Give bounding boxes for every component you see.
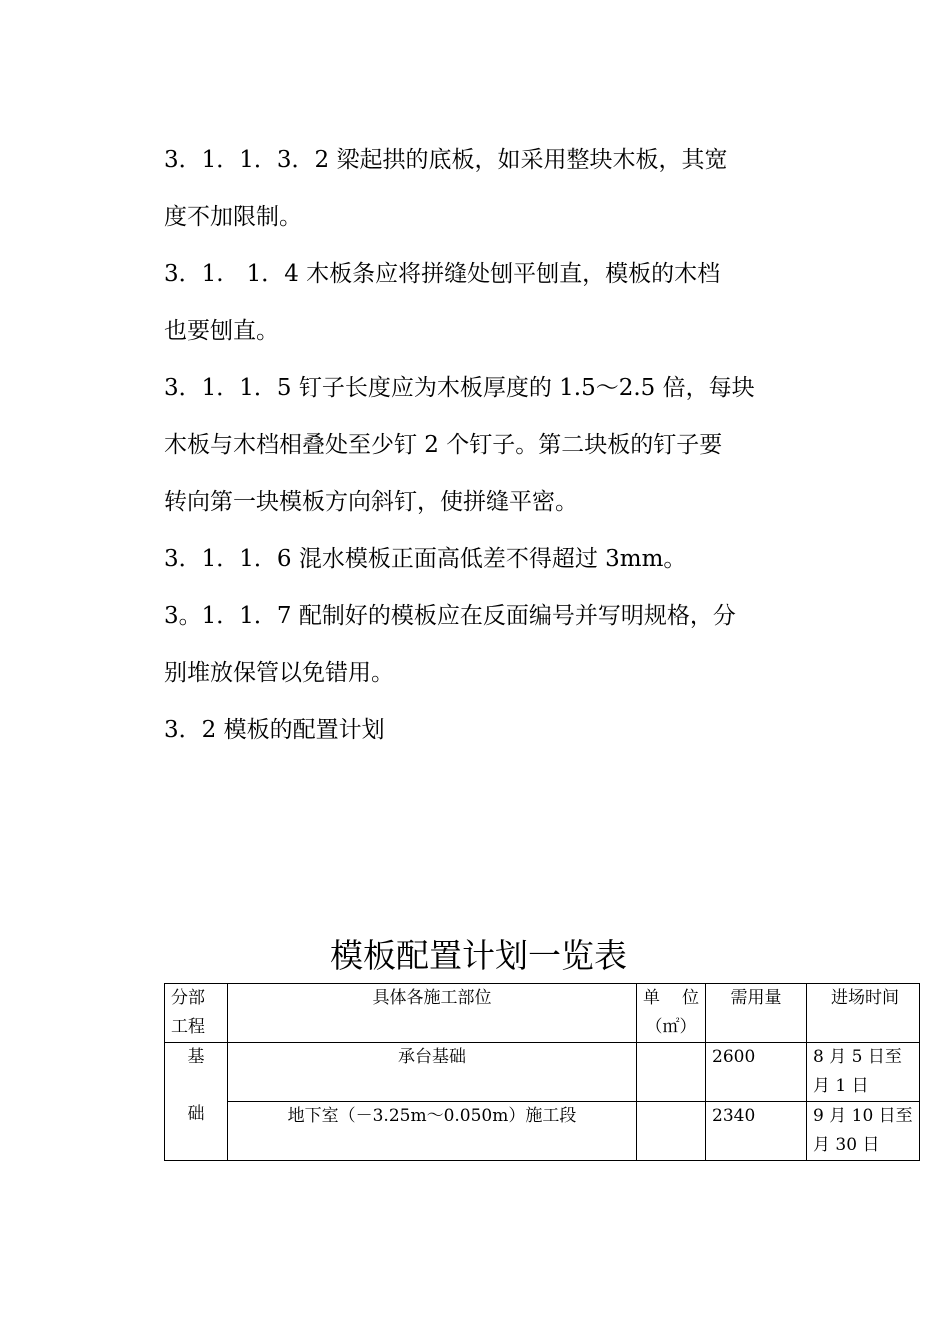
row-arrival: [807, 1102, 920, 1161]
row-arrival-line1: 8 月 5 日至: [813, 1047, 902, 1067]
row-arrival-line2: 月 30 日: [813, 1135, 880, 1155]
row-arrival-line1: 9 月 10 日至: [813, 1106, 913, 1126]
table-row: [165, 1043, 920, 1102]
row-location: 地下室（－3.25m～0.050m）施工段: [228, 1102, 637, 1161]
header-location: 具体各施工部位: [228, 984, 637, 1043]
paragraph-line: 度不加限制。: [164, 204, 302, 230]
paragraph-line: 3．1. 1．4 木板条应将拼缝处刨平刨直，模板的木档: [164, 261, 721, 287]
row-unit: [637, 1102, 706, 1161]
paragraph-line: 3．1．1．3．2 梁起拱的底板，如采用整块木板，其宽: [164, 147, 728, 173]
row-location: 承台基础: [228, 1043, 637, 1102]
paragraph-line: 3．1．1．6 混水模板正面高低差不得超过 3mm。: [164, 546, 687, 572]
paragraph-line: 别堆放保管以免错用。: [164, 660, 394, 686]
header-unit-c: （㎡）: [645, 1017, 697, 1037]
paragraph-line: 转向第一块模板方向斜钉，使拼缝平密。: [164, 489, 578, 515]
row-quantity: 2600: [706, 1043, 807, 1102]
group-cell: [165, 1043, 228, 1161]
header-unit: [637, 984, 706, 1043]
table-row: [165, 1102, 920, 1161]
paragraph-line: 3．1．1．5 钉子长度应为木板厚度的 1.5～2.5 倍，每块: [164, 375, 755, 401]
table-header-row: [165, 984, 920, 1043]
formwork-plan-table: [164, 983, 920, 1161]
paragraph-line: 木板与木档相叠处至少钉 2 个钉子。第二块板的钉子要: [164, 432, 723, 458]
row-arrival: [807, 1043, 920, 1102]
section-heading: 3．2 模板的配置计划: [164, 717, 385, 743]
header-division-line1: 分部: [171, 988, 205, 1008]
header-arrival: 进场时间: [807, 984, 920, 1043]
header-division-line2: 工程: [171, 1017, 205, 1037]
header-unit-b: 位: [682, 988, 699, 1008]
group-char: 基: [187, 1047, 205, 1067]
row-arrival-line2: 月 1 日: [813, 1076, 869, 1096]
paragraph-line: 3。1．1．7 配制好的模板应在反面编号并写明规格，分: [164, 603, 736, 629]
header-unit-a: 单: [643, 988, 660, 1008]
row-quantity: 2340: [706, 1102, 807, 1161]
header-quantity: 需用量: [706, 984, 807, 1043]
group-char: 础: [187, 1104, 205, 1124]
paragraph-line: 也要刨直。: [164, 318, 279, 344]
table-title: 模板配置计划一览表: [330, 936, 627, 975]
row-unit: [637, 1043, 706, 1102]
group-gap: [171, 1072, 221, 1100]
header-division: [165, 984, 228, 1043]
